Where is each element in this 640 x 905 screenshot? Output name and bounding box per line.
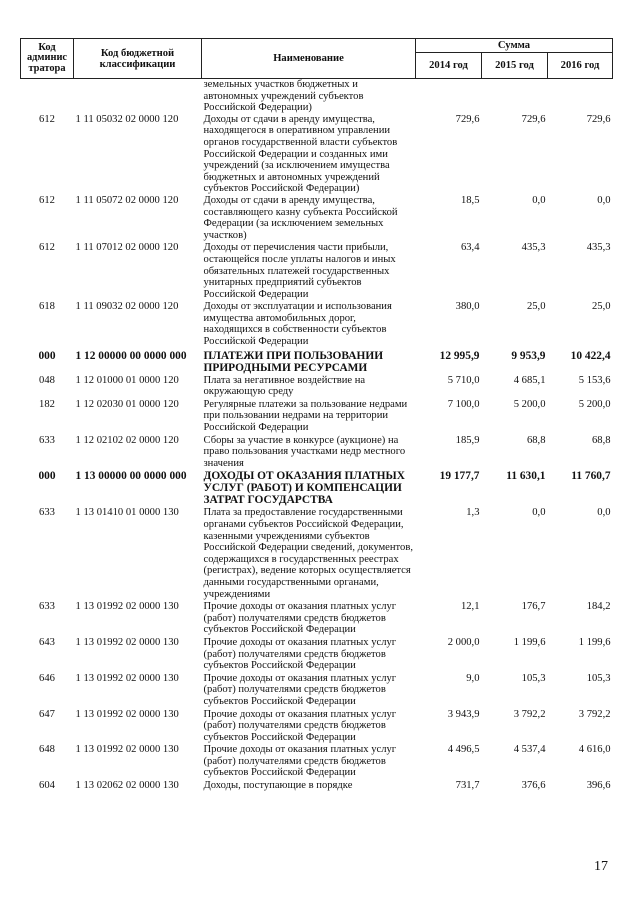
table-row — [21, 398, 613, 434]
table-row — [21, 300, 613, 347]
table-row — [21, 469, 613, 506]
name-cell: Доходы, поступающие в порядке — [203, 780, 353, 792]
amount-2015-cell: 435,3 — [521, 242, 546, 254]
budget-code-cell: 1 13 01992 02 0000 130 — [75, 636, 179, 648]
admin-code-cell — [21, 79, 74, 114]
budget-code-cell: 1 12 02030 01 0000 120 — [75, 398, 179, 410]
table-row — [21, 241, 613, 300]
admin-code-cell: 633 — [39, 434, 55, 446]
amount-2016-cell: 3 792,2 — [578, 708, 611, 720]
budget-code-cell: 1 13 01410 01 0000 130 — [75, 507, 179, 519]
table-row — [21, 434, 613, 470]
amount-2015-cell: 176,7 — [521, 601, 546, 613]
header-budget-code-text: Код бюджетной классификации — [99, 47, 176, 70]
amount-2016-cell: 11 760,7 — [571, 470, 611, 483]
table-body — [21, 79, 613, 792]
budget-code-cell: 1 11 05032 02 0000 120 — [75, 113, 179, 125]
amount-2016-cell: 5 200,0 — [578, 398, 611, 410]
amount-2015-cell: 9 953,9 — [511, 349, 546, 362]
admin-code-cell: 000 — [38, 349, 56, 362]
budget-code-cell: 1 13 01992 02 0000 130 — [75, 744, 179, 756]
amount-2014-cell: 185,9 — [455, 434, 480, 446]
amount-2014-cell: 4 496,5 — [447, 744, 480, 756]
name-cell: ДОХОДЫ ОТ ОКАЗАНИЯ ПЛАТНЫХ УСЛУГ (РАБОТ) И КОМПЕНСАЦИИ ЗАТРАТ ГОСУДАРСТВА — [203, 470, 405, 507]
amount-2014-cell: 380,0 — [455, 301, 480, 313]
name-cell: Прочие доходы от оказания платных услуг (работ) получателями средств бюджетов субъектов Российской Федерации — [203, 672, 397, 707]
amount-2014-cell: 19 177,7 — [439, 470, 480, 483]
amount-2015-cell: 376,6 — [521, 780, 546, 792]
table-row — [21, 743, 613, 779]
admin-code-cell: 618 — [39, 301, 55, 313]
budget-code-cell: 1 11 09032 02 0000 120 — [75, 301, 179, 313]
name-cell: Прочие доходы от оказания платных услуг (работ) получателями средств бюджетов субъектов Российской Федерации — [203, 708, 397, 743]
budget-code-cell — [74, 79, 202, 114]
amount-2015-cell: 0,0 — [532, 507, 546, 519]
table-row — [21, 708, 613, 744]
name-cell: Регулярные платежи за пользование недрами при пользовании недрами на территории Российской Федерации — [203, 398, 408, 434]
name-cell: ПЛАТЕЖИ ПРИ ПОЛЬЗОВАНИИ ПРИРОДНЫМИ РЕСУРСАМИ — [203, 349, 384, 374]
header-year-2016: 2016 год — [548, 53, 613, 79]
table-row — [21, 114, 613, 195]
amount-2016-cell: 1 199,6 — [578, 636, 611, 648]
table-row — [21, 506, 613, 600]
amount-2016-cell: 105,3 — [586, 672, 611, 684]
amount-2014-cell: 729,6 — [455, 113, 480, 125]
budget-code-cell: 1 13 00000 00 0000 000 — [75, 470, 187, 483]
page-number: 17 — [594, 859, 608, 874]
amount-2015-cell: 68,8 — [526, 434, 546, 446]
amount-2016-cell: 435,3 — [586, 242, 611, 254]
budget-code-cell: 1 12 01000 01 0000 120 — [75, 374, 179, 386]
table-row — [21, 79, 613, 114]
name-cell: Прочие доходы от оказания платных услуг (работ) получателями средств бюджетов субъектов Российской Федерации — [203, 744, 397, 779]
budget-code-cell: 1 11 07012 02 0000 120 — [75, 242, 179, 254]
table-row — [21, 348, 613, 374]
name-cell: Плата за предоставление государственными органами субъектов Российской Федерации, казенными учреждениями субъектов Российской Федерации сведений, документов, содержащихся в государственных реестрах (регистрах), ведение которых осуществляется данными государственными органами, учреждениями — [203, 507, 413, 600]
amount-2015-cell: 4 685,1 — [513, 374, 546, 386]
amount-2015-cell: 5 200,0 — [513, 398, 546, 410]
name-cell: Прочие доходы от оказания платных услуг (работ) получателями средств бюджетов субъектов Российской Федерации — [203, 636, 397, 672]
amount-2014-cell: 18,5 — [460, 194, 480, 206]
budget-code-cell: 1 13 02062 02 0000 130 — [75, 780, 179, 792]
amount-2016-cell: 184,2 — [586, 601, 611, 613]
header-year-2015: 2015 год — [482, 53, 548, 79]
amount-2014-cell: 5 710,0 — [447, 374, 480, 386]
table-header — [21, 39, 613, 79]
admin-code-cell: 048 — [39, 374, 55, 386]
amount-2016-cell: 396,6 — [586, 780, 611, 792]
admin-code-cell: 604 — [39, 780, 55, 792]
table-row — [21, 636, 613, 672]
table-row — [21, 672, 613, 708]
header-budget-code — [74, 39, 202, 79]
admin-code-cell: 633 — [39, 601, 55, 613]
amount-2015-cell: 4 537,4 — [513, 744, 546, 756]
amount-2014-cell: 12,1 — [460, 601, 480, 613]
amount-2016-cell: 729,6 — [586, 113, 611, 125]
amount-2014-cell: 9,0 — [466, 672, 480, 684]
header-admin-code — [21, 39, 74, 79]
amount-2016-cell: 68,8 — [591, 434, 611, 446]
table-row — [21, 195, 613, 241]
amount-2014-cell: 2 000,0 — [447, 636, 480, 648]
amount-2015-cell: 105,3 — [521, 672, 546, 684]
admin-code-cell: 000 — [38, 470, 56, 483]
budget-code-cell: 1 13 01992 02 0000 130 — [75, 672, 179, 684]
admin-code-cell: 182 — [39, 398, 55, 410]
admin-code-cell: 647 — [39, 708, 55, 720]
admin-code-cell: 612 — [39, 113, 55, 125]
amount-2014-cell: 731,7 — [455, 780, 480, 792]
amount-2015-cell: 11 630,1 — [506, 470, 546, 483]
amount-2016-cell: 0,0 — [597, 194, 611, 206]
budget-table — [20, 38, 613, 792]
amount-2014-cell: 1,3 — [466, 507, 480, 519]
admin-code-cell: 612 — [39, 242, 55, 254]
amount-2015-cell: 3 792,2 — [513, 708, 546, 720]
table-row — [21, 779, 613, 792]
header-sum: Сумма — [416, 39, 613, 53]
name-cell: Сборы за участие в конкурсе (аукционе) на право пользования участками недр местного значения — [203, 434, 406, 469]
header-name: Наименование — [202, 39, 416, 79]
budget-code-cell: 1 12 02102 02 0000 120 — [75, 434, 179, 446]
amount-2016-cell: 4 616,0 — [578, 744, 611, 756]
name-cell: Плата за негативное воздействие на окружающую среду — [203, 374, 366, 398]
amount-2016-cell — [548, 79, 613, 114]
amount-2014-cell: 12 995,9 — [439, 349, 480, 362]
admin-code-cell: 648 — [39, 744, 55, 756]
amount-2014-cell: 3 943,9 — [447, 708, 480, 720]
table-row — [21, 374, 613, 398]
admin-code-cell: 643 — [39, 636, 55, 648]
budget-code-cell: 1 12 00000 00 0000 000 — [75, 349, 187, 362]
amount-2014-cell: 63,4 — [460, 242, 480, 254]
amount-2015-cell: 729,6 — [521, 113, 546, 125]
amount-2015-cell — [482, 79, 548, 114]
admin-code-cell: 633 — [39, 507, 55, 519]
amount-2015-cell: 0,0 — [532, 194, 546, 206]
name-cell: Прочие доходы от оказания платных услуг (работ) получателями средств бюджетов субъектов Российской Федерации — [203, 601, 397, 636]
name-cell: Доходы от эксплуатации и использования имущества автомобильных дорог, находящихся в собственности субъектов Российской Федерации — [203, 301, 392, 348]
name-cell: Доходы от сдачи в аренду имущества, находящегося в оперативном управлении органов государственной власти субъектов Российской Федерации и созданных ими учреждений (за исключением имущества бюджетных и автономных учреждений субъектов Российской Федерации) — [203, 113, 398, 195]
admin-code-cell: 612 — [39, 194, 55, 206]
admin-code-cell: 646 — [39, 672, 55, 684]
amount-2014-cell — [416, 79, 482, 114]
amount-2015-cell: 25,0 — [526, 301, 546, 313]
amount-2016-cell: 0,0 — [597, 507, 611, 519]
amount-2016-cell: 25,0 — [591, 301, 611, 313]
amount-2014-cell: 7 100,0 — [447, 398, 480, 410]
amount-2015-cell: 1 199,6 — [513, 636, 546, 648]
header-year-2014: 2014 год — [416, 53, 482, 79]
header-admin-code-text: Код админис тратора — [26, 41, 68, 74]
budget-code-cell: 1 11 05072 02 0000 120 — [75, 194, 179, 206]
amount-2016-cell: 5 153,6 — [578, 374, 611, 386]
name-cell: земельных участков бюджетных и автономных учреждений субъектов Российской Федерации) — [203, 79, 364, 114]
amount-2016-cell: 10 422,4 — [570, 349, 611, 362]
budget-code-cell: 1 13 01992 02 0000 130 — [75, 601, 179, 613]
budget-code-cell: 1 13 01992 02 0000 130 — [75, 708, 179, 720]
name-cell: Доходы от перечисления части прибыли, остающейся после уплаты налогов и иных обязательных платежей государственных унитарных предприятий субъектов Российской Федерации — [203, 242, 396, 300]
table-row — [21, 600, 613, 636]
name-cell: Доходы от сдачи в аренду имущества, составляющего казну субъекта Российской Федерации (за исключением земельных участков) — [203, 194, 398, 241]
